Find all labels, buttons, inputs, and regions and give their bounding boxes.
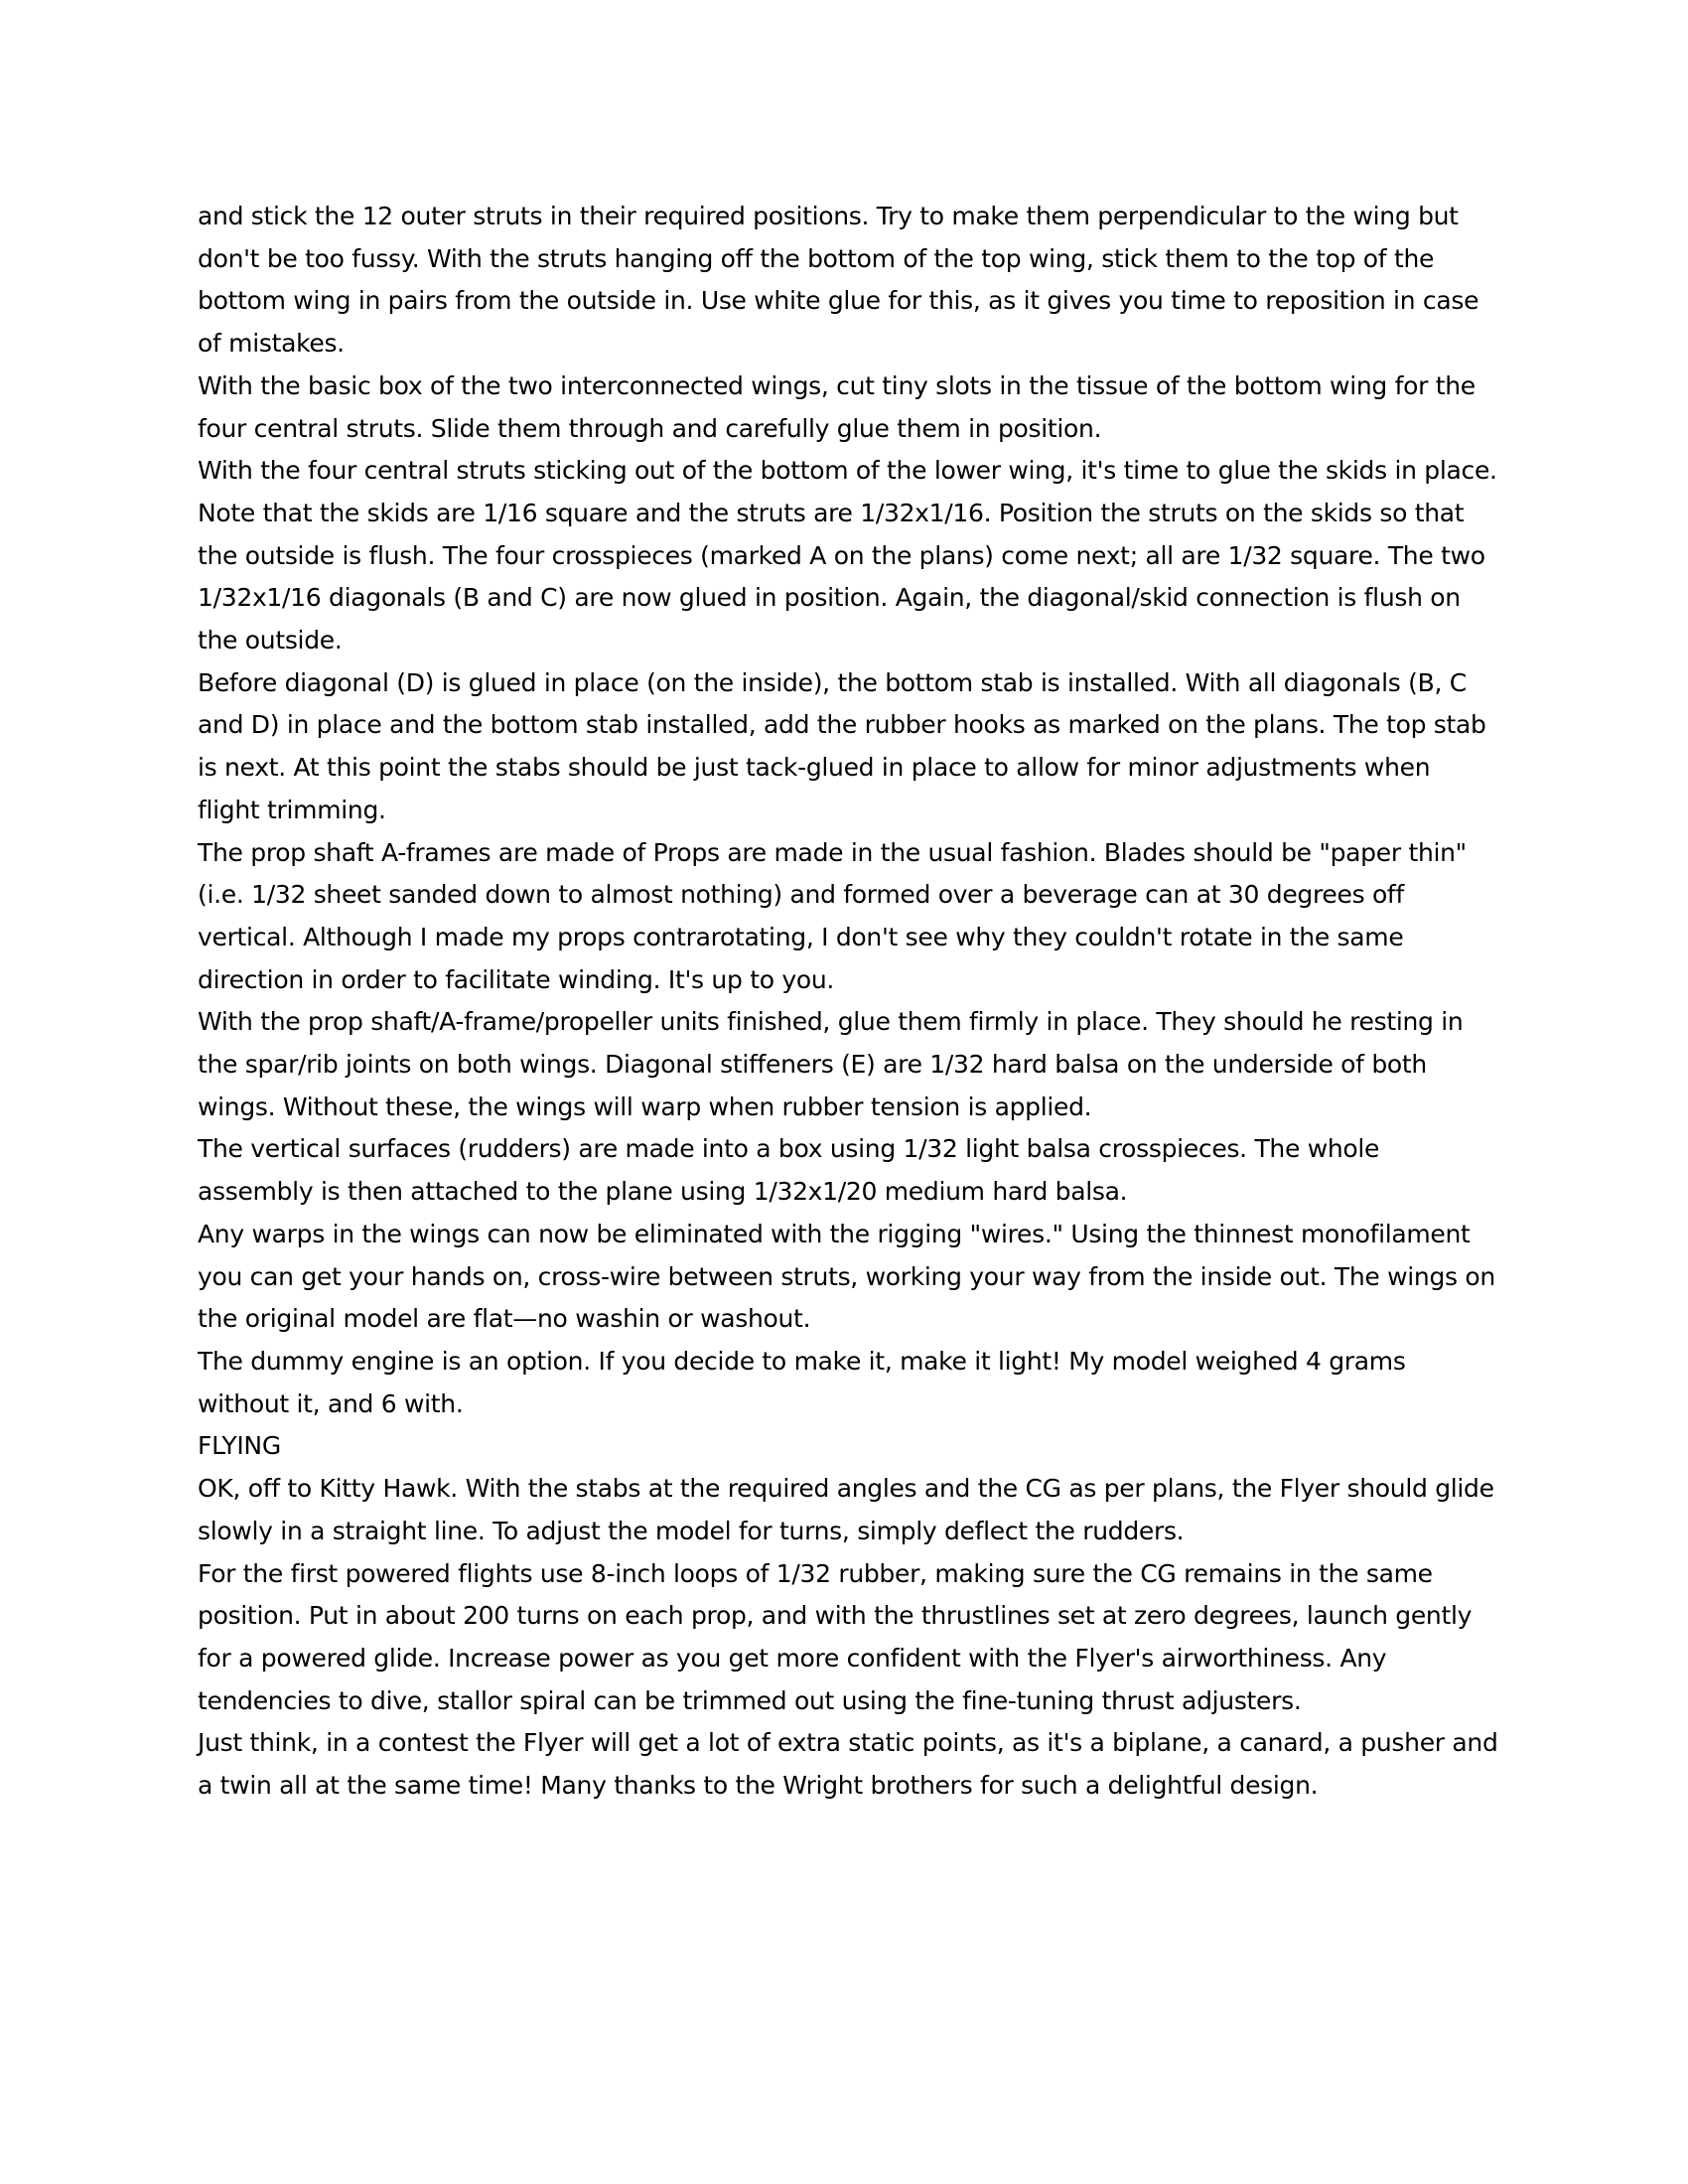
paragraph-rigging: Any warps in the wings can now be eliminated with the rigging "wires." Using the thinnest monofilament you can get your hands on, cross-wire between struts, working your way from the inside out. The wings on the original model are flat—no washin or washout. xyxy=(198,1219,1495,1334)
document-body xyxy=(198,196,1498,1808)
paragraph-props: The prop shaft A-frames are made of Props are made in the usual fashion. Blades should be "paper thin" (i.e. 1/32 sheet sanded down to almost nothing) and formed over a beverage can at 30 degrees off vertical. Although I made my props contrarotating, I don't see why they couldn't rotate in the same direction in order to facilitate winding. It's up to you. xyxy=(198,837,1467,994)
paragraph-struts-outer: and stick the 12 outer struts in their required positions. Try to make them perpendicular to the wing but don't be too fussy. With the struts hanging off the bottom of the top wing, stick them to the top of the bottom wing in pairs from the outside in. Use white glue for this, as it gives you time to reposition in case of mistakes. xyxy=(198,202,1479,359)
paragraph-stabs: Before diagonal (D) is glued in place (on the inside), the bottom stab is installed. With all diagonals (B, C and D) in place and the bottom stab installed, add the rubber hooks as marked on the plans. The top stab is next. At this point the stabs should be just tack-glued in place to allow for minor adjustments when flight trimming. xyxy=(198,667,1486,824)
paragraph-contest: Just think, in a contest the Flyer will get a lot of extra static points, as it's a biplane, a canard, a pusher and a twin all at the same time! Many thanks to the Wright brothers for such a delightful design. xyxy=(198,1728,1498,1801)
paragraph-powered-flights: For the first powered flights use 8-inch loops of 1/32 rubber, making sure the CG remains in the same position. Put in about 200 turns on each prop, and with the thrustlines set at zero degrees, launch gently for a powered glide. Increase power as you get more confident with the Flyer's airworthiness. Any tendencies to dive, stallor spiral can be trimmed out using the fine-tuning thrust adjusters. xyxy=(198,1558,1473,1715)
paragraph-rudders: The vertical surfaces (rudders) are made into a box using 1/32 light balsa crosspieces. The whole assembly is then attached to the plane using 1/32x1/20 medium hard balsa. xyxy=(198,1134,1380,1207)
paragraph-prop-units: With the prop shaft/A-frame/propeller units finished, glue them firmly in place. They should he resting in the spar/rib joints on both wings. Diagonal stiffeners (E) are 1/32 hard balsa on the underside of both wings. Without these, the wings will warp when rubber tension is applied. xyxy=(198,1007,1464,1121)
paragraph-skids: With the four central struts sticking out of the bottom of the lower wing, it's time to glue the skids in place. Note that the skids are 1/16 square and the struts are 1/32x1/16. Position the struts on the skids so that the outside is flush. The four crosspieces (marked A on the plans) come next; all are 1/32 square. The two 1/32x1/16 diagonals (B and C) are now glued in position. Again, the diagonal/skid connection is flush on the outside. xyxy=(198,456,1497,655)
paragraph-dummy-engine: The dummy engine is an option. If you decide to make it, make it light! My model weighed 4 grams without it, and 6 with. xyxy=(198,1346,1406,1418)
section-heading-flying: FLYING xyxy=(198,1431,281,1461)
paragraph-central-struts: With the basic box of the two interconnected wings, cut tiny slots in the tissue of the bottom wing for the four central struts. Slide them through and carefully glue them in position. xyxy=(198,370,1476,443)
paragraph-glide: OK, off to Kitty Hawk. With the stabs at the required angles and the CG as per plans, the Flyer should glide slowly in a straight line. To adjust the model for turns, simply deflect the rudders. xyxy=(198,1474,1494,1545)
